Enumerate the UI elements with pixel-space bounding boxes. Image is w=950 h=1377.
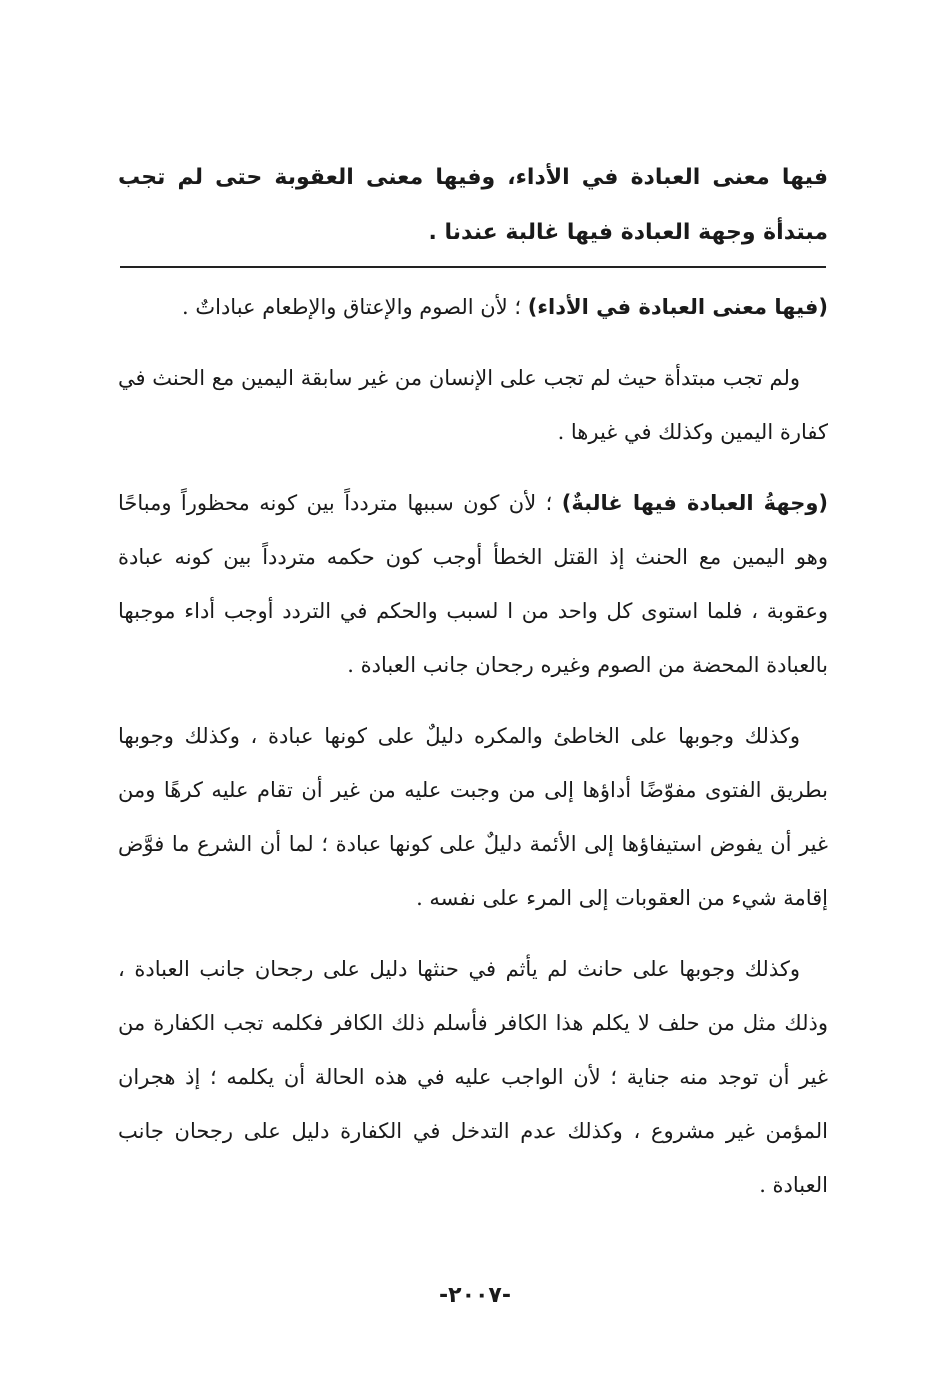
commentary-paragraph-4: وكذلك وجوبها على الخاطئ والمكره دليلٌ على كونها عبادة ، وكذلك وجوبها بطريق الفتوى مفوّضًا أداؤها إلى من وجبت عليه من غير أن تقام عليه كرهًا ومن غير أن يفوض استيفاؤها إلى الأئمة دليلٌ على كونها عبادة ؛ لما أن الشرع ما فوَّض إقامة شيء من العقوبات إلى المرء على نفسه . <box>118 724 828 910</box>
commentary-paragraph-2: ولم تجب مبتدأة حيث لم تجب على الإنسان من غير سابقة اليمين مع الحنث في كفارة اليمين وكذلك في غيرها . <box>118 366 828 444</box>
commentary-paragraph-3 <box>118 476 828 692</box>
text-divider <box>120 266 826 268</box>
quoted-phrase: (فيها معنى العبادة في الأداء) <box>527 295 828 319</box>
commentary <box>118 280 828 1229</box>
paragraph-text: ؛ لأن الصوم والإعتاق والإطعام عباداتٌ . <box>182 295 528 319</box>
paragraph-text: ؛ لأن كون سببها متردداً بين كونه محظوراً ومباحًا وهو اليمين مع الحنث إذ القتل الخطأ أوجب كون حكمه متردداً بين كونه عبادة وعقوبة ، فلما استوى كل واحد من ا لسبب والحكم في التردد أوجب أداء موجبها بالعبادة المحضة من الصوم وغيره رجحان جانب العبادة . <box>118 491 828 677</box>
main-text: فيها معنى العبادة في الأداء، وفيها معنى العقوبة حتى لم تجب مبتدأة وجهة العبادة فيها غالبة عندنا . <box>118 165 828 245</box>
page-number: -٢٠٠٧- <box>439 1283 511 1308</box>
quoted-phrase: (وجهةُ العبادة فيها غالبةٌ) <box>561 491 828 515</box>
commentary-paragraph-5: وكذلك وجوبها على حانث لم يأثم في حنثها دليل على رجحان جانب العبادة ، وذلك مثل من حلف لا يكلم هذا الكافر فأسلم ذلك الكافر فكلمه تجب الكفارة من غير أن توجد منه جناية ؛ لأن الواجب عليه في هذه الحالة أن يكلمه ؛ إذ هجران المؤمن غير مشروع ، وكذلك عدم التدخل في الكفارة دليل على رجحان جانب العبادة . <box>118 957 828 1197</box>
commentary-paragraph-1 <box>118 280 828 334</box>
